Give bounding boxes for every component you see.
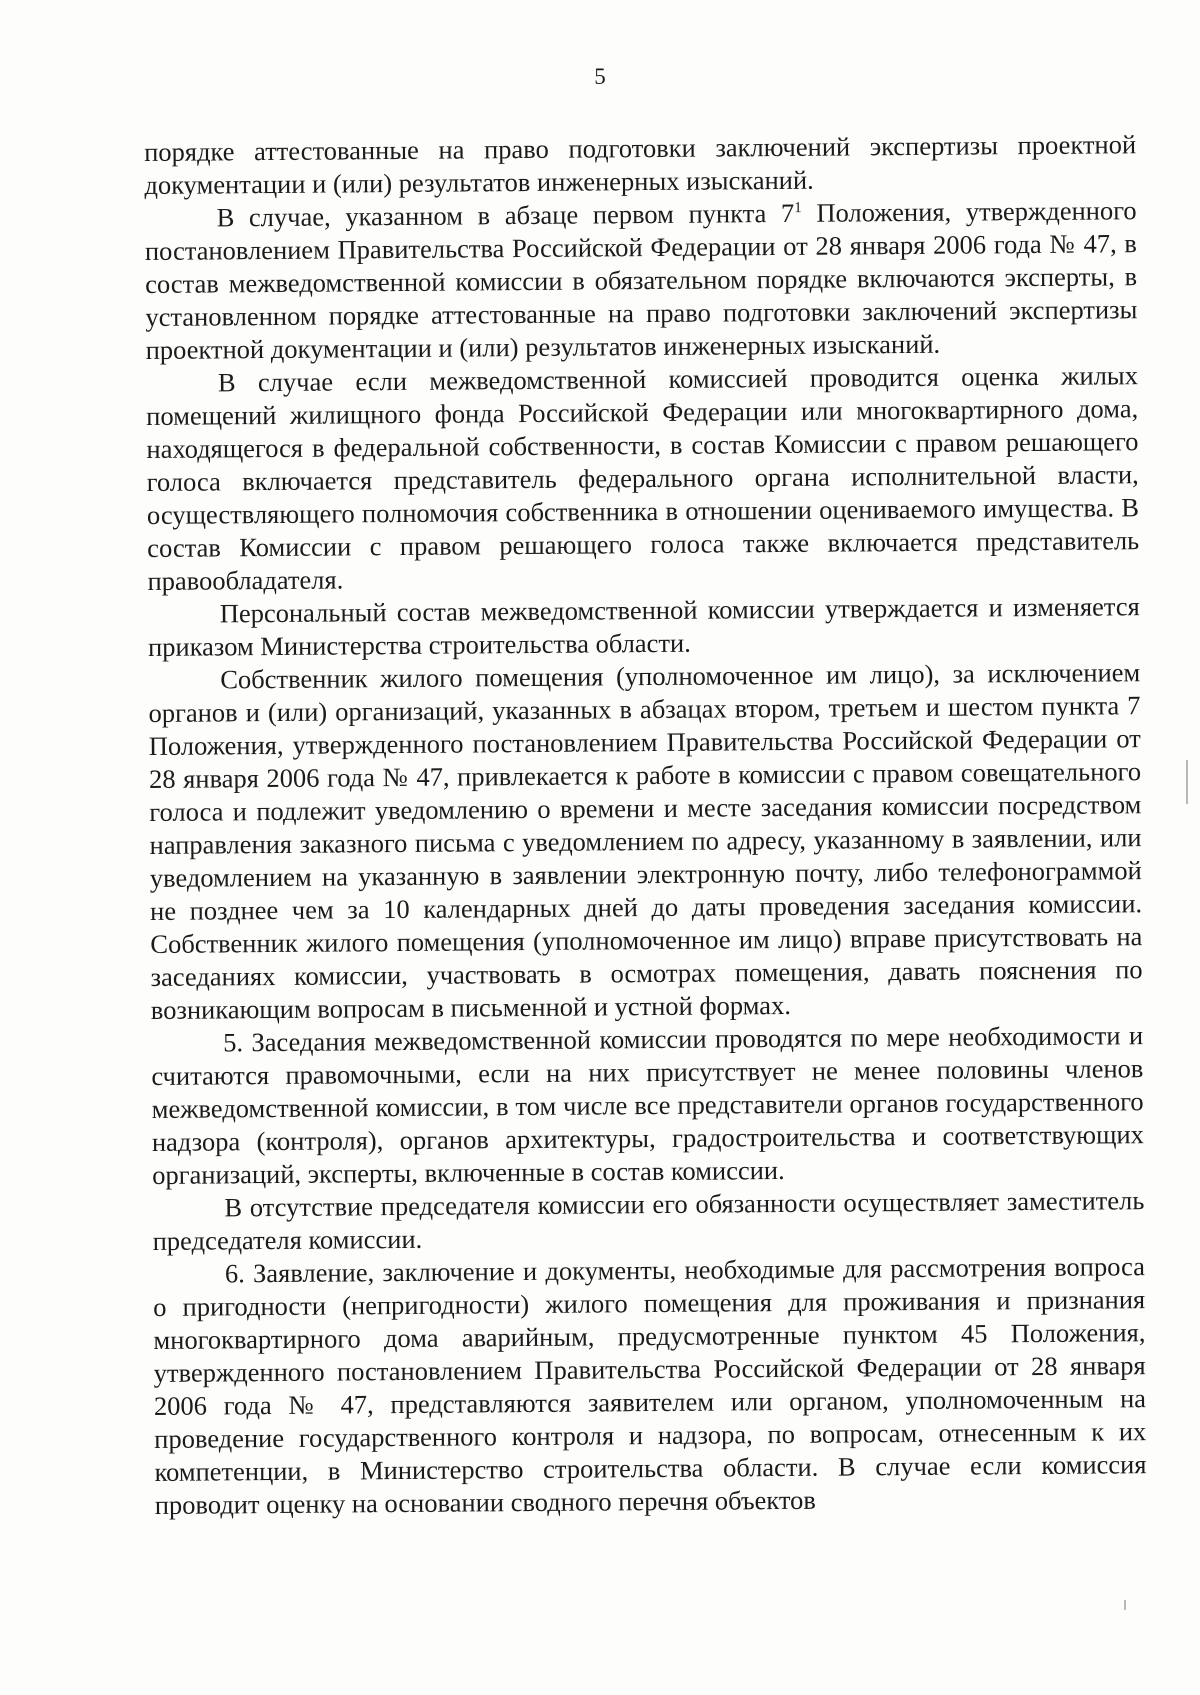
- paragraph-item-5: 5. Заседания межведомственной комиссии проводятся по мере необходимости и считаются правомочными, если на них присутствует не менее половины членов межведомственной комиссии, в том числе все представители органов государственного надзора (контроля), органов архитектуры, градостроительства и соответствующих организаций, эксперты, включенные в состав комиссии.: [151, 1020, 1144, 1190]
- paragraph-personal-composition: Персональный состав межведомственной комиссии утверждается и изменяется приказом Министерства строительства области.: [147, 591, 1140, 662]
- paragraph-item-6: 6. Заявление, заключение и документы, необходимые для рассмотрения вопроса о пригодности (непригодности) жилого помещения для проживания и признания многоквартирного дома аварийным, предусмотренные пунктом 45 Положения, утвержденного постановлением Правительства Российской Федерации от 28 января 2006 года № 47, представляются заявителем или органом, уполномоченным на проведение государственного контроля и надзора, по вопросам, отнесенным к их компетенции, в Министерство строительства области. В случае если комиссия проводит оценку на основании сводного перечня объектов: [153, 1251, 1147, 1520]
- paragraph-federal-property: В случае если межведомственной комиссией проводится оценка жилых помещений жилищного фонда Российской Федерации или многоквартирного дома, находящегося в федеральной собственности, в состав Комиссии с правом решающего голоса включается представитель федерального органа исполнительной власти, осуществляющего полномочия собственника в отношении оцениваемого имущества. В состав Комиссии с правом решающего голоса также включается представитель правообладателя.: [146, 360, 1140, 596]
- paragraph-experts: [145, 194, 1138, 367]
- superscript-index: 1: [794, 200, 802, 217]
- paragraph-chairman-absence: В отсутствие председателя комиссии его обязанности осуществляет заместитель председателя комиссии.: [152, 1185, 1145, 1256]
- scan-margin-mark: [1124, 1600, 1126, 1610]
- paragraph-owner: Собственник жилого помещения (уполномоченное им лицо), за исключением органов и (или) организаций, указанных в абзацах втором, третьем и шестом пункта 7 Положения, утвержденного постановлением Правительства Российской Федерации от 28 января 2006 года № 47, привлекается к работе в комиссии с правом совещательного голоса и подлежит уведомлению о времени и месте заседания комиссии посредством направления заказного письма с уведомлением по адресу, указанному в заявлении, или уведомлением на указанную в заявлении электронную почту, либо телефонограммой не позднее чем за 10 календарных дней до даты проведения заседания комиссии. Собственник жилого помещения (уполномоченное им лицо) вправе присутствовать на заседаниях комиссии, участвовать в осмотрах помещения, давать пояснения по возникающим вопросам в письменной и устной формах.: [148, 657, 1143, 1025]
- scan-margin-mark: [1186, 760, 1188, 804]
- page-number: 5: [594, 64, 606, 89]
- paragraph-continuation: порядке аттестованные на право подготовки заключений экспертизы проектной документации и (или) результатов инженерных изысканий.: [144, 129, 1137, 200]
- document-body: [144, 128, 1147, 1522]
- paragraph-text: Положения, утвержденного постановлением Правительства Российской Федерации от 28 января 2006 года № 47, в состав межведомственной комиссии в обязательном порядке включаются эксперты, в установленном порядке аттестованные на право подготовки заключений экспертизы проектной документации и (или) результатов инженерных изысканий.: [144, 195, 1138, 365]
- paragraph-text: В случае, указанном в абзаце первом пункта 7: [216, 197, 795, 233]
